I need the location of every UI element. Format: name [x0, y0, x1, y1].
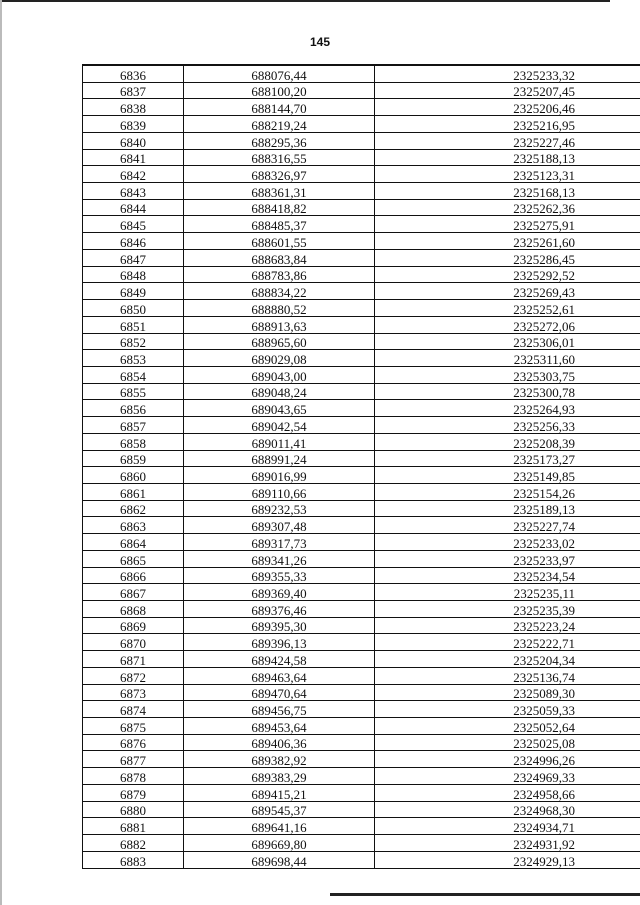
y-coordinate-cell: 2325222,71: [375, 634, 640, 651]
x-coordinate-cell: 688880,52: [184, 300, 375, 317]
table-row: [83, 149, 640, 166]
x-coordinate-cell: 689669,80: [184, 835, 375, 852]
x-coordinate-cell: 688683,84: [184, 249, 375, 266]
table-row: [83, 483, 640, 500]
table-row: [83, 199, 640, 216]
y-coordinate-cell: 2325311,60: [375, 350, 640, 367]
table-row: [83, 183, 640, 200]
x-coordinate-cell: 688601,55: [184, 233, 375, 250]
point-number-cell: 6871: [83, 651, 184, 668]
y-coordinate-cell: 2325223,24: [375, 617, 640, 634]
point-number-cell: 6842: [83, 166, 184, 183]
table-row: [83, 400, 640, 417]
x-coordinate-cell: 689641,16: [184, 818, 375, 835]
x-coordinate-cell: 688485,37: [184, 216, 375, 233]
y-coordinate-cell: 2325208,39: [375, 433, 640, 450]
y-coordinate-cell: 2325292,52: [375, 266, 640, 283]
y-coordinate-cell: 2325261,60: [375, 233, 640, 250]
y-coordinate-cell: 2325188,13: [375, 149, 640, 166]
y-coordinate-cell: 2325272,06: [375, 316, 640, 333]
point-number-cell: 6868: [83, 601, 184, 618]
table-row: [83, 366, 640, 383]
point-number-cell: 6844: [83, 199, 184, 216]
point-number-cell: 6865: [83, 550, 184, 567]
y-coordinate-cell: 2325149,85: [375, 467, 640, 484]
y-coordinate-cell: 2325206,46: [375, 99, 640, 116]
y-coordinate-cell: 2325233,97: [375, 550, 640, 567]
y-coordinate-cell: 2325189,13: [375, 500, 640, 517]
x-coordinate-cell: 689042,54: [184, 417, 375, 434]
point-number-cell: 6861: [83, 483, 184, 500]
table-row: [83, 534, 640, 551]
table-row: [83, 316, 640, 333]
point-number-cell: 6875: [83, 718, 184, 735]
x-coordinate-cell: 689043,00: [184, 366, 375, 383]
table-row: [83, 266, 640, 283]
x-coordinate-cell: 689698,44: [184, 851, 375, 868]
point-number-cell: 6849: [83, 283, 184, 300]
point-number-cell: 6869: [83, 617, 184, 634]
y-coordinate-cell: 2325256,33: [375, 417, 640, 434]
y-coordinate-cell: 2324958,66: [375, 784, 640, 801]
scan-edge-left: [0, 0, 2, 905]
coordinates-table: [82, 64, 640, 869]
x-coordinate-cell: 688326,97: [184, 166, 375, 183]
table-row: [83, 433, 640, 450]
x-coordinate-cell: 689383,29: [184, 768, 375, 785]
point-number-cell: 6836: [83, 65, 184, 82]
table-row: [83, 216, 640, 233]
table-row: [83, 818, 640, 835]
y-coordinate-cell: 2324996,26: [375, 751, 640, 768]
point-number-cell: 6838: [83, 99, 184, 116]
point-number-cell: 6867: [83, 584, 184, 601]
table-row: [83, 734, 640, 751]
table-row: [83, 283, 640, 300]
point-number-cell: 6837: [83, 82, 184, 99]
point-number-cell: 6878: [83, 768, 184, 785]
y-coordinate-cell: 2325227,46: [375, 132, 640, 149]
table-row: [83, 383, 640, 400]
x-coordinate-cell: 689415,21: [184, 784, 375, 801]
y-coordinate-cell: 2325275,91: [375, 216, 640, 233]
y-coordinate-cell: 2325123,31: [375, 166, 640, 183]
table-row: [83, 500, 640, 517]
table-row: [83, 82, 640, 99]
point-number-cell: 6852: [83, 333, 184, 350]
table-row: [83, 567, 640, 584]
x-coordinate-cell: 688219,24: [184, 116, 375, 133]
table-row: [83, 701, 640, 718]
x-coordinate-cell: 689406,36: [184, 734, 375, 751]
table-row: [83, 835, 640, 852]
point-number-cell: 6874: [83, 701, 184, 718]
y-coordinate-cell: 2325168,13: [375, 183, 640, 200]
x-coordinate-cell: 689232,53: [184, 500, 375, 517]
table-row: [83, 517, 640, 534]
table-row: [83, 233, 640, 250]
table-row: [83, 601, 640, 618]
y-coordinate-cell: 2324969,33: [375, 768, 640, 785]
scan-edge-bottom: [330, 893, 640, 896]
point-number-cell: 6841: [83, 149, 184, 166]
x-coordinate-cell: 689545,37: [184, 801, 375, 818]
x-coordinate-cell: 688965,60: [184, 333, 375, 350]
table-row: [83, 684, 640, 701]
point-number-cell: 6860: [83, 467, 184, 484]
point-number-cell: 6864: [83, 534, 184, 551]
x-coordinate-cell: 688076,44: [184, 65, 375, 82]
x-coordinate-cell: 689453,64: [184, 718, 375, 735]
table-row: [83, 99, 640, 116]
y-coordinate-cell: 2324934,71: [375, 818, 640, 835]
point-number-cell: 6872: [83, 667, 184, 684]
x-coordinate-cell: 689307,48: [184, 517, 375, 534]
point-number-cell: 6859: [83, 450, 184, 467]
x-coordinate-cell: 688783,86: [184, 266, 375, 283]
x-coordinate-cell: 689396,13: [184, 634, 375, 651]
y-coordinate-cell: 2325136,74: [375, 667, 640, 684]
table-row: [83, 249, 640, 266]
y-coordinate-cell: 2325269,43: [375, 283, 640, 300]
x-coordinate-cell: 688834,22: [184, 283, 375, 300]
point-number-cell: 6857: [83, 417, 184, 434]
x-coordinate-cell: 689369,40: [184, 584, 375, 601]
table-row: [83, 65, 640, 82]
x-coordinate-cell: 689470,64: [184, 684, 375, 701]
x-coordinate-cell: 689463,64: [184, 667, 375, 684]
y-coordinate-cell: 2325154,26: [375, 483, 640, 500]
table-row: [83, 768, 640, 785]
point-number-cell: 6870: [83, 634, 184, 651]
x-coordinate-cell: 689341,26: [184, 550, 375, 567]
table-row: [83, 718, 640, 735]
y-coordinate-cell: 2325252,61: [375, 300, 640, 317]
y-coordinate-cell: 2325204,34: [375, 651, 640, 668]
point-number-cell: 6850: [83, 300, 184, 317]
point-number-cell: 6846: [83, 233, 184, 250]
point-number-cell: 6848: [83, 266, 184, 283]
x-coordinate-cell: 688418,82: [184, 199, 375, 216]
point-number-cell: 6855: [83, 383, 184, 400]
y-coordinate-cell: 2324931,92: [375, 835, 640, 852]
x-coordinate-cell: 688295,36: [184, 132, 375, 149]
y-coordinate-cell: 2325300,78: [375, 383, 640, 400]
point-number-cell: 6862: [83, 500, 184, 517]
point-number-cell: 6863: [83, 517, 184, 534]
x-coordinate-cell: 688100,20: [184, 82, 375, 99]
y-coordinate-cell: 2325173,27: [375, 450, 640, 467]
x-coordinate-cell: 689016,99: [184, 467, 375, 484]
point-number-cell: 6839: [83, 116, 184, 133]
y-coordinate-cell: 2325235,11: [375, 584, 640, 601]
y-coordinate-cell: 2324968,30: [375, 801, 640, 818]
y-coordinate-cell: 2325216,95: [375, 116, 640, 133]
y-coordinate-cell: 2325059,33: [375, 701, 640, 718]
point-number-cell: 6853: [83, 350, 184, 367]
x-coordinate-cell: 689456,75: [184, 701, 375, 718]
x-coordinate-cell: 689029,08: [184, 350, 375, 367]
x-coordinate-cell: 689317,73: [184, 534, 375, 551]
y-coordinate-cell: 2325207,45: [375, 82, 640, 99]
y-coordinate-cell: 2325264,93: [375, 400, 640, 417]
table-row: [83, 417, 640, 434]
point-number-cell: 6847: [83, 249, 184, 266]
table-row: [83, 851, 640, 868]
x-coordinate-cell: 688316,55: [184, 149, 375, 166]
table-row: [83, 751, 640, 768]
y-coordinate-cell: 2325233,02: [375, 534, 640, 551]
coordinates-table-body: [83, 65, 640, 868]
y-coordinate-cell: 2325262,36: [375, 199, 640, 216]
point-number-cell: 6876: [83, 734, 184, 751]
point-number-cell: 6877: [83, 751, 184, 768]
table-row: [83, 132, 640, 149]
point-number-cell: 6840: [83, 132, 184, 149]
point-number-cell: 6845: [83, 216, 184, 233]
table-row: [83, 801, 640, 818]
table-row: [83, 667, 640, 684]
table-row: [83, 450, 640, 467]
y-coordinate-cell: 2325303,75: [375, 366, 640, 383]
table-row: [83, 467, 640, 484]
table-row: [83, 634, 640, 651]
scan-edge-top: [0, 0, 610, 2]
point-number-cell: 6866: [83, 567, 184, 584]
x-coordinate-cell: 688913,63: [184, 316, 375, 333]
x-coordinate-cell: 689382,92: [184, 751, 375, 768]
point-number-cell: 6854: [83, 366, 184, 383]
point-number-cell: 6851: [83, 316, 184, 333]
table-row: [83, 651, 640, 668]
y-coordinate-cell: 2325025,08: [375, 734, 640, 751]
x-coordinate-cell: 688144,70: [184, 99, 375, 116]
page-number: 145: [309, 35, 331, 49]
y-coordinate-cell: 2325089,30: [375, 684, 640, 701]
point-number-cell: 6879: [83, 784, 184, 801]
y-coordinate-cell: 2325235,39: [375, 601, 640, 618]
point-number-cell: 6856: [83, 400, 184, 417]
x-coordinate-cell: 689110,66: [184, 483, 375, 500]
table-row: [83, 617, 640, 634]
x-coordinate-cell: 688991,24: [184, 450, 375, 467]
point-number-cell: 6858: [83, 433, 184, 450]
point-number-cell: 6881: [83, 818, 184, 835]
x-coordinate-cell: 689376,46: [184, 601, 375, 618]
y-coordinate-cell: 2325052,64: [375, 718, 640, 735]
point-number-cell: 6880: [83, 801, 184, 818]
table-row: [83, 116, 640, 133]
table-row: [83, 333, 640, 350]
y-coordinate-cell: 2325233,32: [375, 65, 640, 82]
y-coordinate-cell: 2325234,54: [375, 567, 640, 584]
x-coordinate-cell: 689424,58: [184, 651, 375, 668]
x-coordinate-cell: 689011,41: [184, 433, 375, 450]
x-coordinate-cell: 689048,24: [184, 383, 375, 400]
x-coordinate-cell: 689043,65: [184, 400, 375, 417]
table-row: [83, 166, 640, 183]
y-coordinate-cell: 2325286,45: [375, 249, 640, 266]
table-row: [83, 784, 640, 801]
table-row: [83, 584, 640, 601]
table-row: [83, 300, 640, 317]
point-number-cell: 6883: [83, 851, 184, 868]
x-coordinate-cell: 689355,33: [184, 567, 375, 584]
table-row: [83, 550, 640, 567]
table-row: [83, 350, 640, 367]
y-coordinate-cell: 2324929,13: [375, 851, 640, 868]
x-coordinate-cell: 688361,31: [184, 183, 375, 200]
y-coordinate-cell: 2325306,01: [375, 333, 640, 350]
y-coordinate-cell: 2325227,74: [375, 517, 640, 534]
point-number-cell: 6843: [83, 183, 184, 200]
x-coordinate-cell: 689395,30: [184, 617, 375, 634]
point-number-cell: 6873: [83, 684, 184, 701]
point-number-cell: 6882: [83, 835, 184, 852]
